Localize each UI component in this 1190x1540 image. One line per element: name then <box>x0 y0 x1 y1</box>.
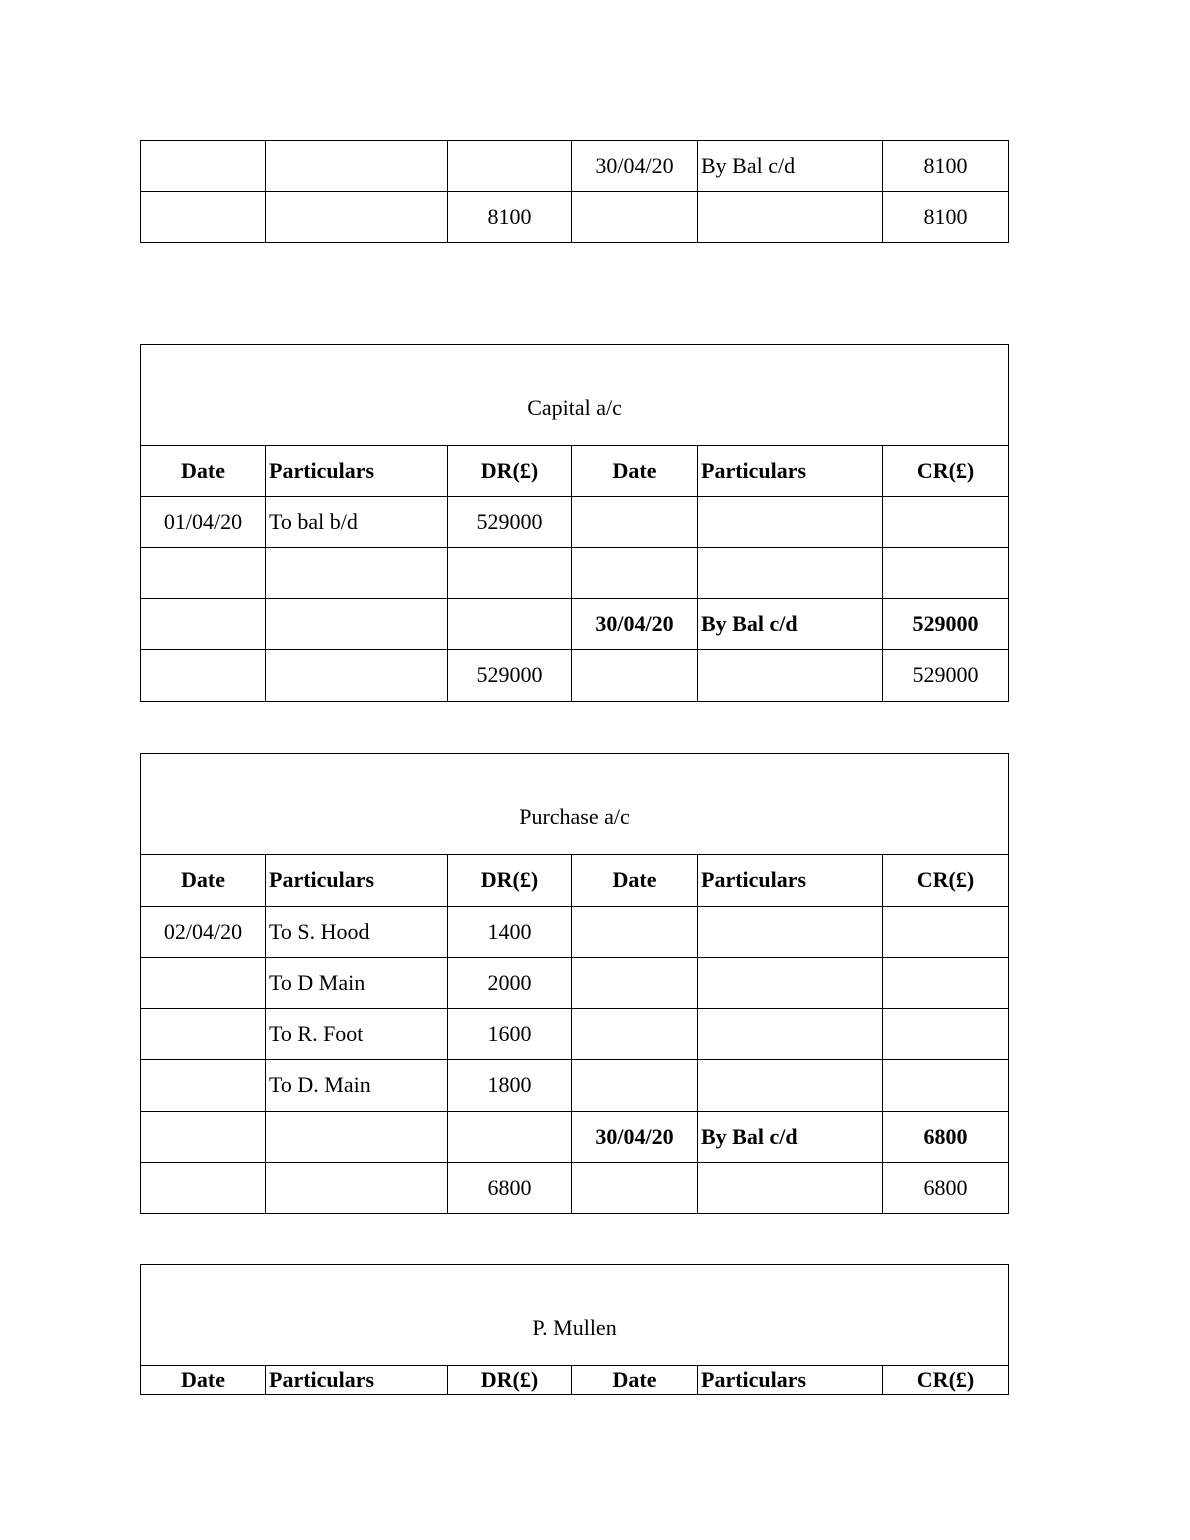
table-row <box>141 907 1009 958</box>
table-row <box>141 1009 1009 1060</box>
dr-date-cell <box>141 650 266 702</box>
dr-date-cell <box>141 192 266 243</box>
header-date: Date <box>141 855 266 907</box>
cr-particulars-cell <box>698 907 883 958</box>
table-header-row <box>141 446 1009 497</box>
table-row <box>141 1163 1009 1214</box>
dr-date-cell: 01/04/20 <box>141 497 266 548</box>
table-row <box>141 1112 1009 1163</box>
table-row <box>141 1060 1009 1112</box>
cr-total-cell: 6800 <box>883 1163 1009 1214</box>
header-particulars: Particulars <box>698 1366 883 1395</box>
header-dr: DR(£) <box>448 855 572 907</box>
dr-particulars-cell <box>266 599 448 650</box>
dr-amount-cell <box>448 1112 572 1163</box>
ledger-capital-account <box>140 344 1009 702</box>
dr-particulars-cell <box>266 650 448 702</box>
cr-amount-cell <box>883 497 1009 548</box>
cr-date-cell <box>572 548 698 599</box>
cr-date-cell: 30/04/20 <box>572 141 698 192</box>
cr-amount-cell: 8100 <box>883 141 1009 192</box>
header-cr: CR(£) <box>883 1366 1009 1395</box>
cr-amount-cell <box>883 548 1009 599</box>
dr-date-cell <box>141 1009 266 1060</box>
table-header-row <box>141 855 1009 907</box>
table-row <box>141 958 1009 1009</box>
dr-amount-cell: 1400 <box>448 907 572 958</box>
ledger-purchase-account <box>140 753 1009 1214</box>
cr-date-cell <box>572 497 698 548</box>
cr-particulars-cell <box>698 1163 883 1214</box>
header-particulars: Particulars <box>266 855 448 907</box>
table-row <box>141 599 1009 650</box>
cr-particulars-cell <box>698 958 883 1009</box>
cr-particulars-cell: By Bal c/d <box>698 599 883 650</box>
dr-total-cell: 8100 <box>448 192 572 243</box>
header-particulars: Particulars <box>266 446 448 497</box>
dr-date-cell <box>141 141 266 192</box>
dr-date-cell <box>141 1163 266 1214</box>
cr-date-cell: 30/04/20 <box>572 1112 698 1163</box>
dr-amount-cell: 1800 <box>448 1060 572 1112</box>
header-cr: CR(£) <box>883 446 1009 497</box>
dr-amount-cell: 529000 <box>448 497 572 548</box>
dr-date-cell <box>141 599 266 650</box>
dr-date-cell <box>141 548 266 599</box>
header-particulars: Particulars <box>698 446 883 497</box>
cr-date-cell <box>572 1009 698 1060</box>
cr-particulars-cell <box>698 650 883 702</box>
header-particulars: Particulars <box>266 1366 448 1395</box>
dr-particulars-cell <box>266 141 448 192</box>
dr-particulars-cell: To bal b/d <box>266 497 448 548</box>
header-dr: DR(£) <box>448 446 572 497</box>
table-title-row <box>141 1265 1009 1366</box>
table-row <box>141 141 1009 192</box>
dr-particulars-cell <box>266 1163 448 1214</box>
cr-date-cell <box>572 907 698 958</box>
dr-total-cell: 529000 <box>448 650 572 702</box>
cr-total-cell: 8100 <box>883 192 1009 243</box>
cr-date-cell <box>572 1163 698 1214</box>
dr-date-cell <box>141 1112 266 1163</box>
cr-date-cell: 30/04/20 <box>572 599 698 650</box>
table-title-row <box>141 754 1009 855</box>
cr-date-cell <box>572 192 698 243</box>
dr-particulars-cell: To D. Main <box>266 1060 448 1112</box>
dr-total-cell: 6800 <box>448 1163 572 1214</box>
cr-particulars-cell <box>698 1060 883 1112</box>
header-date: Date <box>141 1366 266 1395</box>
dr-amount-cell: 2000 <box>448 958 572 1009</box>
header-cr: CR(£) <box>883 855 1009 907</box>
ledger-p-mullen-account <box>140 1264 1009 1395</box>
account-title: Purchase a/c <box>141 754 1009 855</box>
dr-particulars-cell: To D Main <box>266 958 448 1009</box>
cr-date-cell <box>572 1060 698 1112</box>
header-date: Date <box>572 1366 698 1395</box>
header-date: Date <box>572 446 698 497</box>
table-row <box>141 650 1009 702</box>
dr-amount-cell <box>448 141 572 192</box>
dr-particulars-cell <box>266 1112 448 1163</box>
account-title: P. Mullen <box>141 1265 1009 1366</box>
dr-particulars-cell: To S. Hood <box>266 907 448 958</box>
header-particulars: Particulars <box>698 855 883 907</box>
cr-amount-cell <box>883 958 1009 1009</box>
cr-date-cell <box>572 650 698 702</box>
dr-amount-cell: 1600 <box>448 1009 572 1060</box>
dr-date-cell <box>141 1060 266 1112</box>
cr-amount-cell <box>883 907 1009 958</box>
cr-particulars-cell: By Bal c/d <box>698 141 883 192</box>
cr-date-cell <box>572 958 698 1009</box>
dr-particulars-cell <box>266 548 448 599</box>
cr-particulars-cell <box>698 1009 883 1060</box>
cr-particulars-cell: By Bal c/d <box>698 1112 883 1163</box>
cr-amount-cell: 529000 <box>883 599 1009 650</box>
header-date: Date <box>572 855 698 907</box>
table-header-row <box>141 1366 1009 1395</box>
cr-particulars-cell <box>698 548 883 599</box>
dr-amount-cell <box>448 548 572 599</box>
ledger-fragment-top <box>140 140 1009 243</box>
header-dr: DR(£) <box>448 1366 572 1395</box>
table-title-row <box>141 345 1009 446</box>
cr-amount-cell <box>883 1009 1009 1060</box>
account-title: Capital a/c <box>141 345 1009 446</box>
cr-amount-cell: 6800 <box>883 1112 1009 1163</box>
table-row <box>141 192 1009 243</box>
header-date: Date <box>141 446 266 497</box>
dr-date-cell: 02/04/20 <box>141 907 266 958</box>
table-row <box>141 497 1009 548</box>
dr-particulars-cell: To R. Foot <box>266 1009 448 1060</box>
cr-particulars-cell <box>698 497 883 548</box>
dr-date-cell <box>141 958 266 1009</box>
dr-particulars-cell <box>266 192 448 243</box>
cr-particulars-cell <box>698 192 883 243</box>
cr-amount-cell <box>883 1060 1009 1112</box>
dr-amount-cell <box>448 599 572 650</box>
cr-total-cell: 529000 <box>883 650 1009 702</box>
table-row <box>141 548 1009 599</box>
